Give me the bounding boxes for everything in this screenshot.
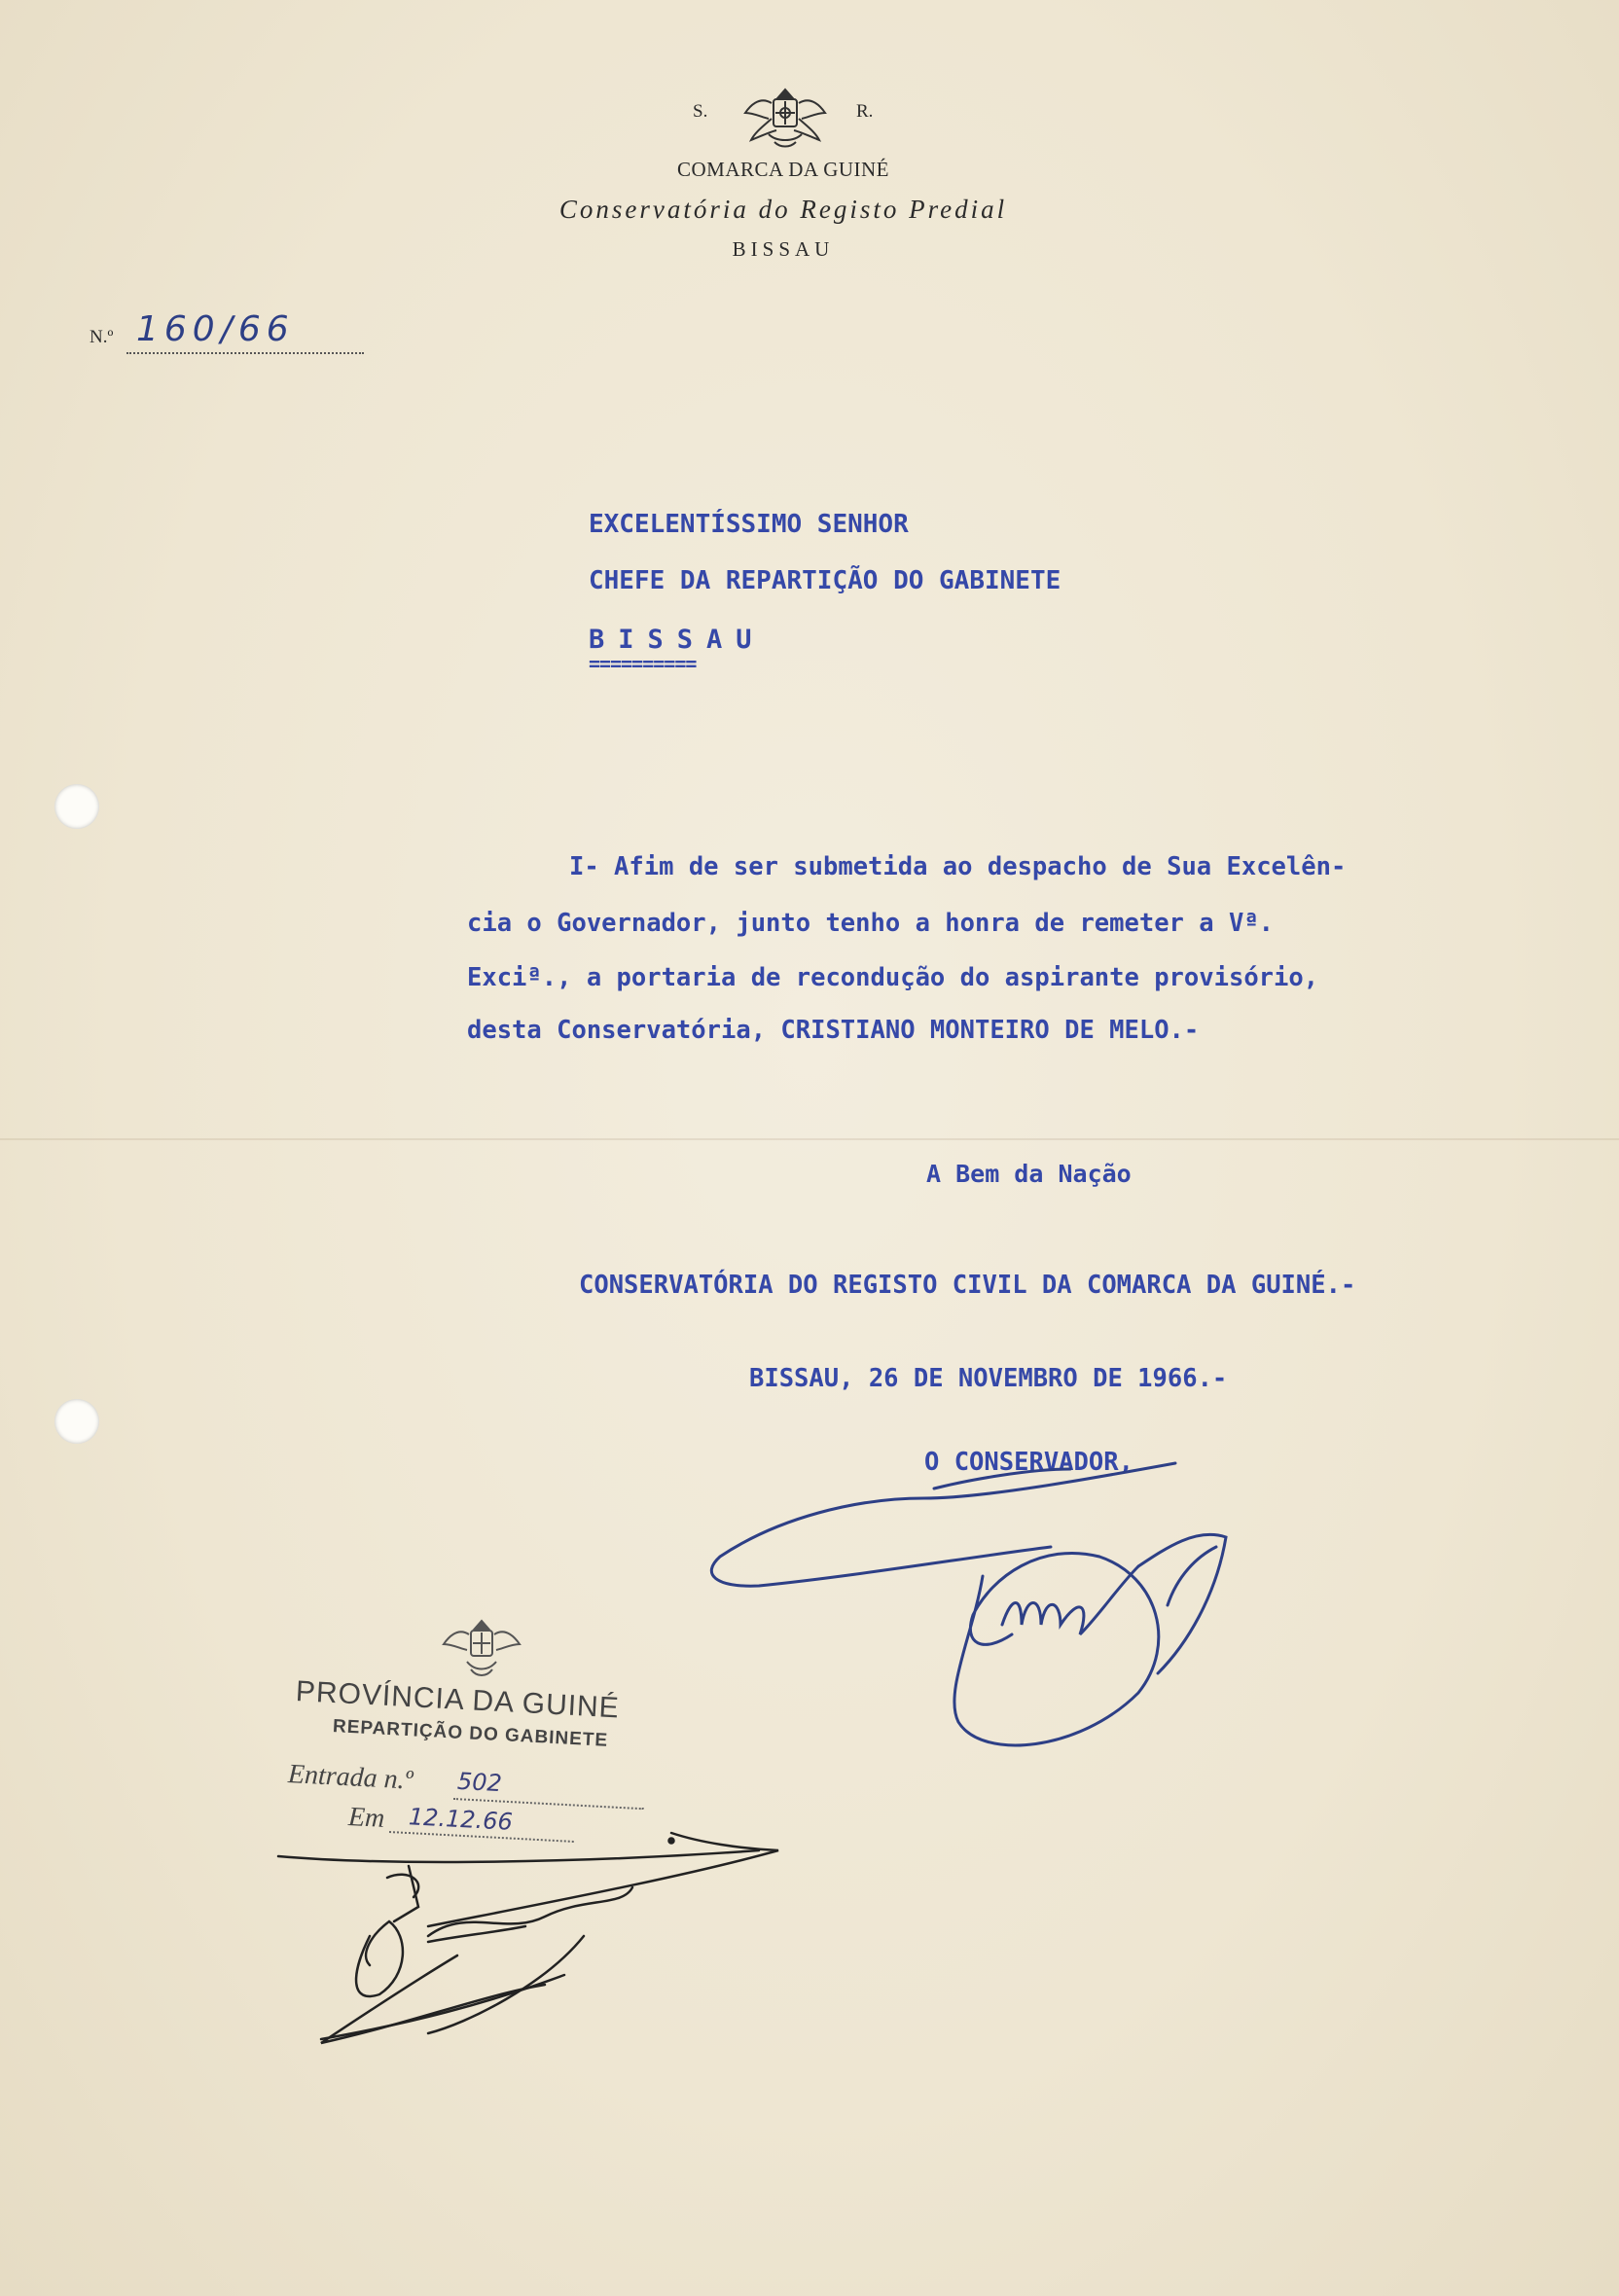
addressee-city: BISSAU	[589, 625, 766, 655]
stamp-province: PROVÍNCIA DA GUINÉ	[295, 1675, 621, 1725]
reference-label: N.º	[90, 327, 114, 347]
stamp-coat-of-arms-icon	[438, 1617, 525, 1685]
body-line1: I- Afim de ser submetida ao despacho de Sua Excelên-	[569, 852, 1347, 881]
closing-organization: CONSERVATÓRIA DO REGISTO CIVIL DA COMARCA DA GUINÉ.-	[579, 1271, 1356, 1300]
addressee-line2: CHEFE DA REPARTIÇÃO DO GABINETE	[589, 566, 1061, 595]
stamp-entry-label: Entrada n.º	[287, 1759, 414, 1796]
stamp-date-value: 12.12.66	[408, 1803, 514, 1836]
reference-number: 160/66	[136, 309, 295, 349]
letterhead-left-initial: S.	[693, 101, 708, 122]
closing-date: BISSAU, 26 DE NOVEMBRO DE 1966.-	[749, 1364, 1228, 1393]
body-line2: cia o Governador, junto tenho a honra de remeter a Vª.	[467, 909, 1275, 938]
letterhead-comarca: COMARCA DA GUINÉ	[676, 158, 890, 181]
addressee-underline: ==========	[589, 652, 697, 675]
conservador-signature	[711, 1463, 1226, 1745]
gabinete-signature	[278, 1833, 778, 2043]
letterhead-right-initial: R.	[856, 101, 874, 122]
body-line3: Exciª., a portaria de recondução do aspirante provisório,	[467, 963, 1319, 992]
addressee-line1: EXCELENTÍSSIMO SENHOR	[589, 510, 909, 539]
closing-signatory: O CONSERVADOR,	[924, 1448, 1133, 1477]
body-line4: desta Conservatória, CRISTIANO MONTEIRO DE MELO.-	[467, 1016, 1200, 1045]
letterhead-conservatoria: Conservatória do Registo Predial	[558, 195, 1008, 224]
closing-salutation: A Bem da Nação	[926, 1160, 1132, 1188]
stamp-entry-number: 502	[456, 1767, 503, 1798]
letterhead-city: BISSAU	[732, 237, 835, 261]
stamp-date-label: Em	[347, 1802, 386, 1834]
stamp-department: REPARTIÇÃO DO GABINETE	[332, 1716, 609, 1751]
